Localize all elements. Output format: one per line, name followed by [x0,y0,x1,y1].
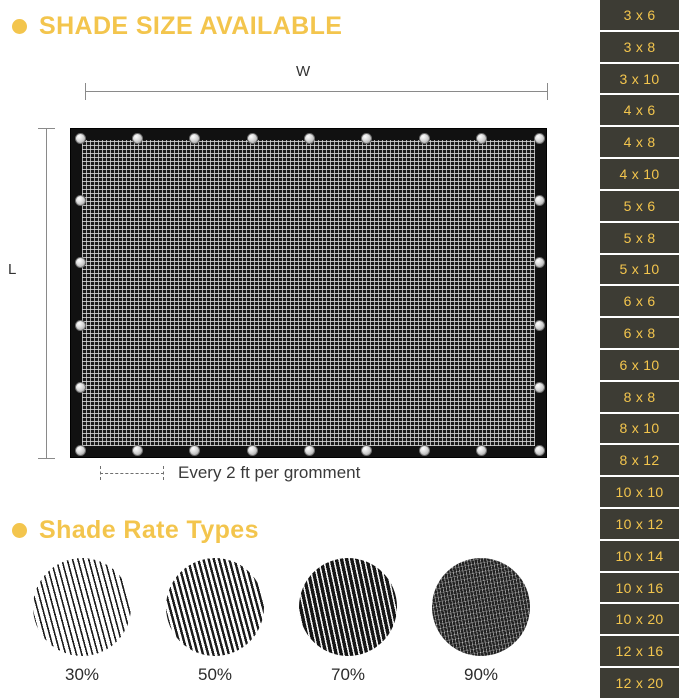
grommet-icon [419,445,430,456]
shade-cloth-tarp [70,128,547,458]
grommet-icon [476,445,487,456]
width-tick-left [85,83,86,100]
length-tick-top [38,128,55,129]
width-dimension-label: W [296,63,311,80]
grommet-icon [247,133,258,144]
grommet-icon [534,445,545,456]
size-chip[interactable]: 5 x 8 [600,223,679,253]
grommet-icon [75,257,86,268]
size-chip[interactable]: 6 x 10 [600,350,679,380]
grommet-icon [361,445,372,456]
shade-rate-swatch-icon [299,558,397,656]
grommet-icon [75,320,86,331]
grommet-icon [534,257,545,268]
grommet-icon [75,133,86,144]
tarp-dimension-diagram [0,55,600,505]
size-chip[interactable]: 5 x 10 [600,255,679,285]
size-chip[interactable]: 8 x 8 [600,382,679,412]
size-chip[interactable]: 3 x 8 [600,32,679,62]
grommet-icon [132,133,143,144]
grommet-icon [534,320,545,331]
size-chip[interactable]: 12 x 16 [600,636,679,666]
bullet-dot-icon [12,523,27,538]
size-chip[interactable]: 4 x 6 [600,95,679,125]
shade-rate-label: 50% [197,665,233,684]
size-chip[interactable]: 6 x 6 [600,286,679,316]
bullet-dot-icon [12,19,27,34]
length-dimension-line [46,128,47,458]
grommet-icon [304,133,315,144]
shade-rate-label: 30% [64,665,100,684]
shade-rate-label: 90% [463,665,499,684]
grommet-icon [304,445,315,456]
grommet-spacing-text: Every 2 ft per gromment [178,463,361,482]
length-dimension-label: L [8,261,17,278]
grommet-icon [476,133,487,144]
shade-rate-swatch-icon [33,558,131,656]
size-chip[interactable]: 8 x 10 [600,414,679,444]
grommet-icon [75,195,86,206]
grommet-icon [534,133,545,144]
size-chip[interactable]: 8 x 12 [600,445,679,475]
grommet-icon [361,133,372,144]
spacing-bracket-icon [100,466,164,480]
grommet-icon [189,445,200,456]
size-chip[interactable]: 10 x 12 [600,509,679,539]
width-tick-right [547,83,548,100]
size-chip[interactable]: 10 x 16 [600,573,679,603]
size-chip[interactable]: 4 x 10 [600,159,679,189]
width-dimension-line [85,91,547,92]
size-chip[interactable]: 12 x 20 [600,668,679,698]
grommet-icon [419,133,430,144]
shade-rate-swatches [0,558,600,698]
size-chip[interactable]: 3 x 10 [600,64,679,94]
shade-rate-title: Shade Rate Types [39,516,259,544]
size-chip[interactable]: 5 x 6 [600,191,679,221]
grommet-icon [132,445,143,456]
size-chip[interactable]: 10 x 20 [600,604,679,634]
grommet-spacing-note [100,463,360,483]
grommet-icon [75,382,86,393]
shade-rate-label: 70% [330,665,366,684]
length-tick-bottom [38,458,55,459]
grommet-icon [75,445,86,456]
shade-size-heading [12,12,342,41]
grommet-icon [247,445,258,456]
grommet-icon [534,195,545,206]
shade-rate-heading [12,516,259,545]
shade-rate-item [22,558,142,685]
available-size-list [600,0,679,698]
shade-rate-swatch-icon [432,558,530,656]
shade-size-title: SHADE SIZE AVAILABLE [39,12,343,40]
size-chip[interactable]: 4 x 8 [600,127,679,157]
size-chip[interactable]: 10 x 10 [600,477,679,507]
shade-rate-item [155,558,275,685]
size-chip[interactable]: 6 x 8 [600,318,679,348]
shade-rate-item [421,558,541,685]
size-chip[interactable]: 10 x 14 [600,541,679,571]
grommet-icon [534,382,545,393]
shade-rate-item [288,558,408,685]
size-chip[interactable]: 3 x 6 [600,0,679,30]
grommet-icon [189,133,200,144]
mesh-fabric-texture [82,140,535,446]
shade-rate-swatch-icon [166,558,264,656]
